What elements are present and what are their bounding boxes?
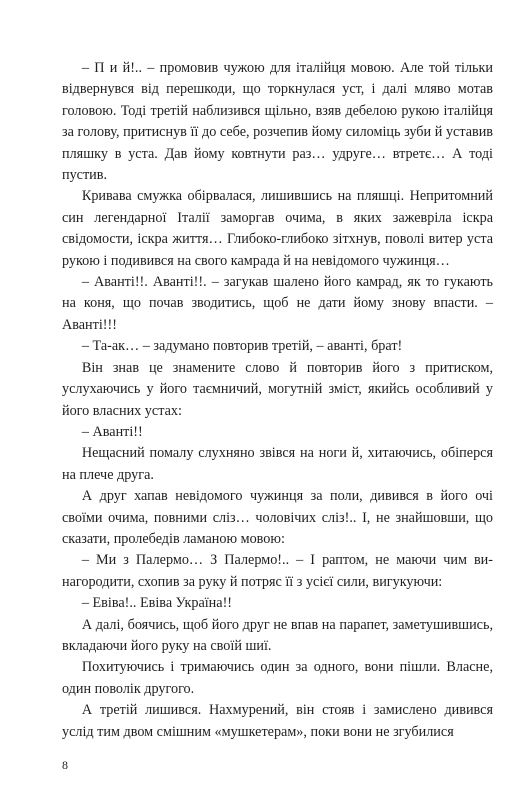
paragraph: – Ми з Палермо… З Палермо!.. – І раптом, не маючи чим винагородити, схопив за руку й потряс її з усієї сили, вигукуючи:: [62, 552, 493, 590]
paragraph: – Та-ак… – задумано повторив третій, – аванті, брат!: [81, 338, 403, 355]
paragraph: – Аванті!!: [81, 423, 143, 440]
body-text: [62, 58, 493, 743]
paragraph: Кривава смужка обірвалася, лишившись на пляшці. Непритомний син легендарної Італії заморгав очима, в яких зажевріла іскра свідомости, іскра життя… Глибоко-глибоко зітхнув, поволі витер уста рукою і подивився на свого камрада й на невідомого чужинця…: [62, 188, 493, 269]
paragraph: Похитуючись і тримаючись один за одного, вони пішли. Власне, один поволік другого.: [62, 659, 493, 697]
paragraph: Нещасний помалу слухняно звівся на ноги й, хитаючись, обіперся на плече друга.: [62, 445, 493, 483]
paragraph: А третій лишився. Нахмурений, він стояв і замислено дивився услід тим двом смішним «мушкетерам», поки вони не згубилися: [62, 702, 493, 740]
paragraph: – П и й!.. – промовив чужою для італійця мовою. Але той тільки відвернувся від перешкоди, що торкнулася уст, і далі мляво мотав головою. Тоді третій наблизився щільно, взяв дебелою рукою італійця за голову, притиснув її до себе, розчепив йому силоміць зуби й уставив пляшку в уста. Дав йому ковтнути раз… удруге… втретє… А тоді пустив.: [62, 60, 493, 184]
paragraph: Він знав це знамените слово й повторив його з притиском, услухаючись у його таємничий, могутній зміст, якийсь особливий у його власних устах:: [62, 359, 493, 419]
paragraph: А далі, боячись, щоб його друг не впав на парапет, заметушившись, вкладаючи його руку на своїй шиї.: [62, 616, 493, 654]
paragraph: А друг хапав невідомого чужинця за поли, дивився в його очі своїми очима, повними сліз… чоловічих сліз!.. І, не знайшовши, що сказати, пролебедів ламаною мовою:: [62, 488, 493, 547]
paragraph: – Евіва!.. Евіва Україна!!: [81, 595, 233, 612]
paragraph: – Аванті!!. Аванті!!. – загукав шалено його камрад, як то гукають на коня, що почав зводитись, щоб не дати йому знову впасти. – Аванті!!!: [62, 274, 493, 333]
page-number: 8: [62, 758, 68, 772]
